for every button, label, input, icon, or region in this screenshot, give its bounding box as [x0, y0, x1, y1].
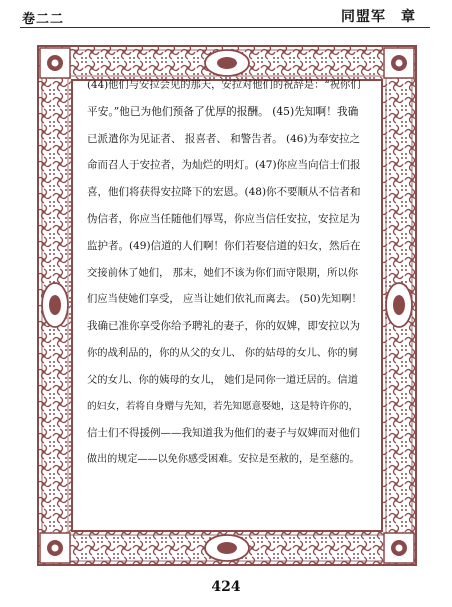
text-line: 监护者。(49)信道的人们啊！你们若娶信道的妇女，然后在 — [87, 239, 361, 252]
text-line: 的妇女，若将自身赠与先知，若先知愿意娶她，这是特许你的， — [87, 400, 359, 412]
text-line: 已派遣你为见证者、 报喜者、 和警告者。 (46)为奉安拉之 — [87, 132, 361, 145]
text-line: 做出的规定——以免你感受困难。安拉是至赦的，是至慈的。 — [87, 454, 360, 466]
running-header-chapter: 同盟军 章 — [341, 9, 416, 25]
page-number: 424 — [211, 579, 241, 595]
text-line: 你的战利品的，你的从父的女儿、 你的姑母的女儿、你的舅 — [87, 346, 358, 359]
running-header-volume: 卷二二 — [22, 12, 65, 27]
text-line: 们应当使她们享受， 应当让她们依礼而离去。 (50)先知啊！ — [87, 293, 362, 306]
text-line: 信士们不得援例——我知道我为他们的妻子与奴婢而对他们 — [87, 427, 360, 440]
text-line: 伪信者，你应当任随他们辱骂，你应当信任安拉，安拉足为 — [87, 212, 360, 225]
text-line: (44)他们与安拉会见的那天，安拉对他们的祝辞是：“祝你们 — [87, 79, 361, 91]
header-rule — [20, 27, 430, 28]
text-line: 我确已准你享受你给予聘礼的妻子，你的奴婢，即安拉以为 — [87, 320, 360, 333]
text-line: 命而召人于安拉者，为灿烂的明灯。(47)你应当向信士们报 — [87, 159, 361, 172]
text-line: 喜，他们将获得安拉降下的宏恩。(48)你不要顺从不信者和 — [87, 186, 361, 199]
text-line: 交接前休了她们， 那末，她们不该为你们而守限期，所以你 — [87, 266, 358, 279]
text-line: 平安。”他已为他们预备了优厚的报酬。 (45)先知啊！我确 — [87, 104, 359, 118]
body-text — [87, 72, 362, 474]
text-line: 父的女儿、你的姨母的女儿， 她们是同你一道迁居的。信道 — [87, 373, 358, 386]
